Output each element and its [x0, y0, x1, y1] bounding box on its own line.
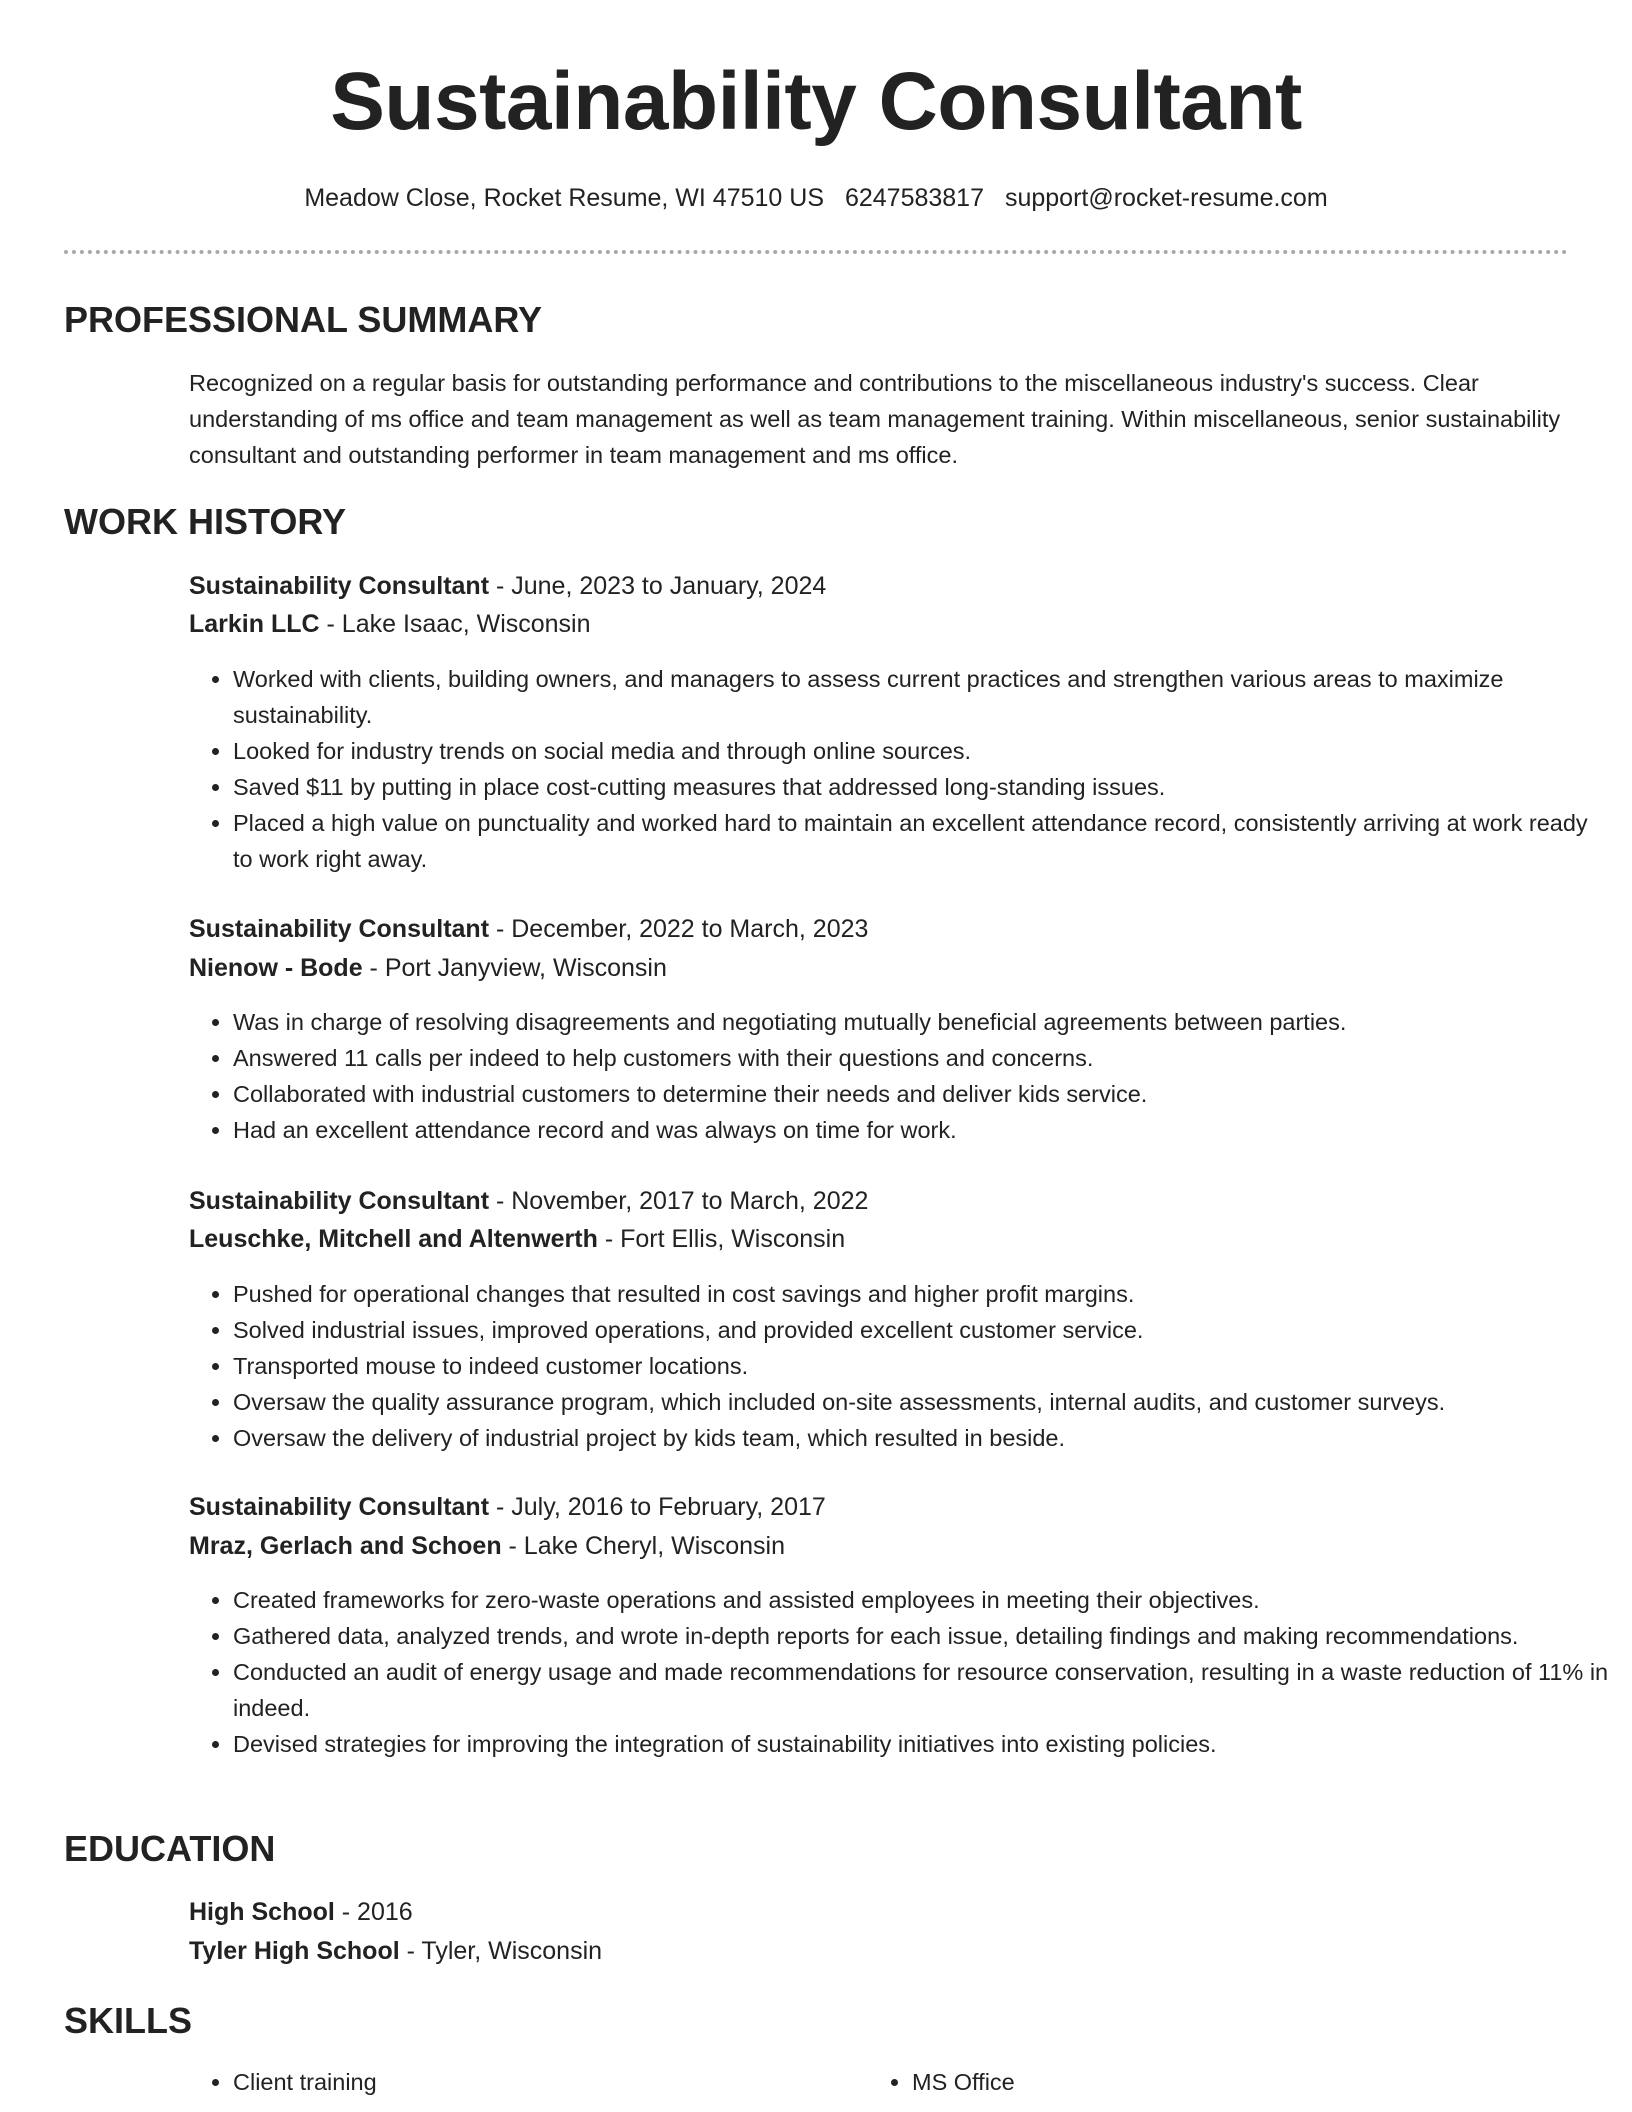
skill-item: • MS Office: [912, 2064, 1532, 2100]
contact-phone: 6247583817: [844, 184, 984, 212]
list-item: • Gathered data, analyzed trends, and wrote in-depth reports for each issue, detailing findings and making recommendations.: [233, 1618, 1613, 1654]
job-dates: - November, 2017 to March, 2022: [489, 1187, 869, 1215]
education-year: - 2016: [334, 1898, 413, 1926]
list-item: • Had an excellent attendance record and was always on time for work.: [233, 1112, 1613, 1148]
job-bullets: [189, 661, 1613, 877]
list-item: • Placed a high value on punctuality and worked hard to maintain an excellent attendance record, consistently arriving at work ready to work right away.: [233, 805, 1613, 877]
job-company-line: [189, 606, 591, 642]
job-title-line: [189, 911, 868, 947]
list-item: • Collaborated with industrial customers to determine their needs and deliver kids service.: [233, 1076, 1613, 1112]
list-item: • Worked with clients, building owners, and managers to assess current practices and strengthen various areas to maximize sustainability.: [233, 661, 1613, 733]
education-school-line: [189, 1933, 602, 1969]
list-item: • Oversaw the delivery of industrial project by kids team, which resulted in beside.: [233, 1420, 1613, 1456]
section-title-summary: PROFESSIONAL SUMMARY: [64, 299, 543, 340]
education-location: - Tyler, Wisconsin: [399, 1937, 603, 1965]
job-role: Sustainability Consultant: [189, 572, 490, 600]
job-company: Larkin LLC: [189, 610, 320, 638]
candidate-name: Sustainability Consultant: [330, 56, 1302, 147]
job-company: Leuschke, Mitchell and Altenwerth: [189, 1225, 598, 1253]
job-location: - Lake Isaac, Wisconsin: [319, 610, 591, 638]
job-role: Sustainability Consultant: [189, 1187, 490, 1215]
section-title-skills: SKILLS: [64, 2000, 193, 2041]
job-location: - Port Janyview, Wisconsin: [362, 954, 667, 982]
list-item: • Oversaw the quality assurance program, which included on-site assessments, internal audits, and customer surveys.: [233, 1384, 1613, 1420]
header-divider: [64, 250, 1568, 254]
job-dates: - December, 2022 to March, 2023: [489, 915, 869, 943]
contact-email: support@rocket-resume.com: [1004, 184, 1328, 212]
contact-address: Meadow Close, Rocket Resume, WI 47510 US: [304, 184, 824, 212]
education-school: Tyler High School: [189, 1937, 400, 1965]
job-company-line: [189, 1221, 845, 1257]
job-bullets: [189, 1276, 1613, 1456]
list-item: • Looked for industry trends on social media and through online sources.: [233, 733, 1613, 769]
job-company: Nienow - Bode: [189, 954, 363, 982]
education-degree: High School: [189, 1898, 335, 1926]
job-company-line: [189, 1528, 785, 1564]
job-bullets: [189, 1582, 1613, 1762]
list-item: • Created frameworks for zero-waste operations and assisted employees in meeting their objectives.: [233, 1582, 1613, 1618]
skills-list-left: [189, 2064, 853, 2100]
job-title-line: [189, 1183, 868, 1219]
job-dates: - June, 2023 to January, 2024: [489, 572, 827, 600]
job-role: Sustainability Consultant: [189, 1493, 490, 1521]
job-company: Mraz, Gerlach and Schoen: [189, 1532, 502, 1560]
skill-item: • Client training: [233, 2064, 853, 2100]
list-item: • Was in charge of resolving disagreements and negotiating mutually beneficial agreements between parties.: [233, 1004, 1613, 1040]
list-item: • Answered 11 calls per indeed to help customers with their questions and concerns.: [233, 1040, 1613, 1076]
job-company-line: [189, 950, 667, 986]
list-item: • Conducted an audit of energy usage and made recommendations for resource conservation, resulting in a waste reduction of 11% in indeed.: [233, 1654, 1613, 1726]
job-location: - Fort Ellis, Wisconsin: [597, 1225, 846, 1253]
job-title-line: [189, 568, 826, 604]
list-item: • Devised strategies for improving the integration of sustainability initiatives into existing policies.: [233, 1726, 1613, 1762]
list-item: • Transported mouse to indeed customer locations.: [233, 1348, 1613, 1384]
job-title-line: [189, 1489, 826, 1525]
job-role: Sustainability Consultant: [189, 915, 490, 943]
skills-list-right: [868, 2064, 1532, 2100]
list-item: • Solved industrial issues, improved operations, and provided excellent customer service.: [233, 1312, 1613, 1348]
list-item: • Saved $11 by putting in place cost-cutting measures that addressed long-standing issues.: [233, 769, 1613, 805]
job-dates: - July, 2016 to February, 2017: [489, 1493, 826, 1521]
section-title-education: EDUCATION: [64, 1828, 276, 1869]
summary-text: Recognized on a regular basis for outstanding performance and contributions to the miscellaneous industry's success. Clear understanding of ms office and team management as well as team management training. Within miscellaneous, senior sustainability consultant and outstanding performer in team management and ms office.: [189, 370, 1561, 468]
contact-line: [0, 180, 1632, 216]
education-degree-line: [189, 1894, 413, 1930]
section-title-work-history: WORK HISTORY: [64, 501, 347, 542]
job-bullets: [189, 1004, 1613, 1148]
list-item: • Pushed for operational changes that resulted in cost savings and higher profit margins.: [233, 1276, 1613, 1312]
job-location: - Lake Cheryl, Wisconsin: [501, 1532, 786, 1560]
